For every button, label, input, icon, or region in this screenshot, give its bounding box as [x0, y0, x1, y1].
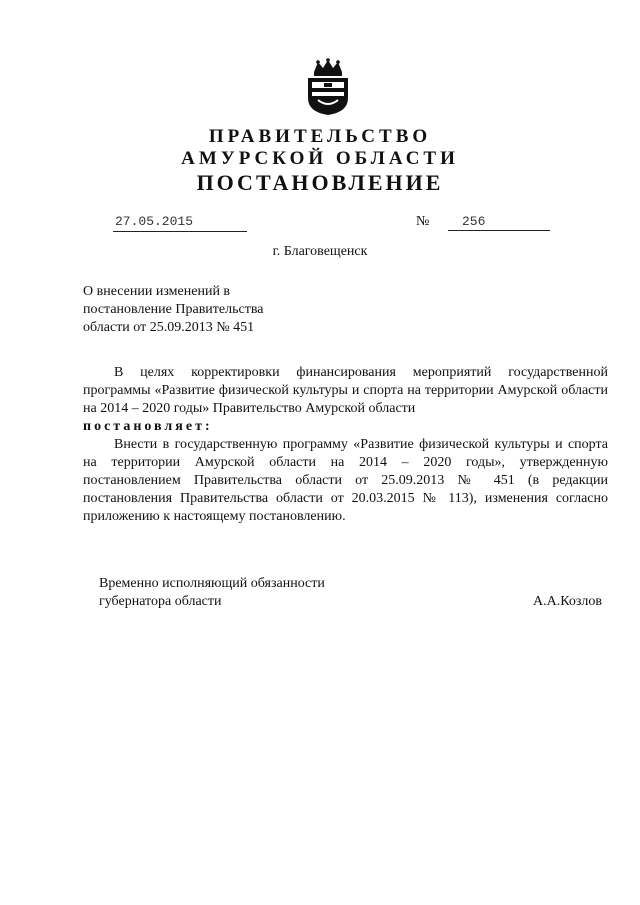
decision-paragraph: Внести в государственную программу «Развитие физической культуры и спорта на территории Амурской области на 2014 – 2020 годы», утвержденную постановлением Правительства области от 25.09.2013 № 451 (в редакции постановления Правительства области от 20.03.2015 № 113), изменения согласно приложению к настоящему постановлению. [83, 437, 608, 524]
number-sign: № [416, 214, 430, 229]
government-title: ПРАВИТЕЛЬСТВО [208, 126, 432, 147]
document-number: 256 [448, 214, 550, 231]
intro-paragraph: В целях корректировки финансирования мероприятий государственной программы «Развитие физической культуры и спорта на территории Амурской области на 2014 – 2020 годы» Правительство Амурской области [83, 365, 608, 416]
body-text [83, 364, 608, 526]
signatory-title-line: Временно исполняющий обязанности [99, 576, 325, 591]
subject-line: области от 25.09.2013 № 451 [83, 320, 255, 335]
decree-word: постановляет: [83, 419, 213, 434]
document-date: 27.05.2015 [113, 214, 247, 232]
signatory-title [99, 575, 325, 611]
city-line: г. Благовещенск [272, 244, 368, 259]
signatory-title-line: губернатора области [99, 594, 222, 609]
subject-block [83, 283, 263, 337]
signatory-name: А.А.Козлов [533, 594, 602, 609]
document-type-title: ПОСТАНОВЛЕНИЕ [196, 170, 444, 195]
region-title: АМУРСКОЙ ОБЛАСТИ [181, 148, 459, 169]
subject-line: постановление Правительства [83, 302, 264, 317]
subject-line: О внесении изменений в [83, 284, 231, 299]
coat-of-arms-icon [304, 58, 352, 116]
